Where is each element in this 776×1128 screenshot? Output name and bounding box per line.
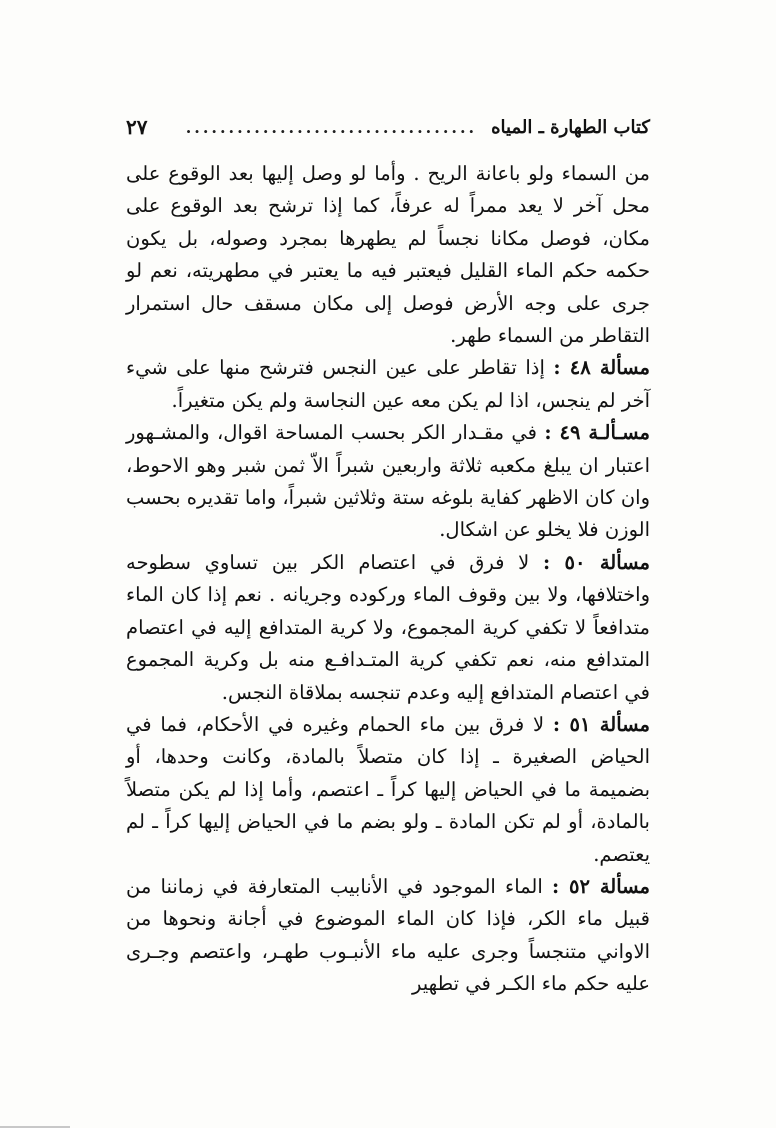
paragraph-masala-50 <box>126 547 650 709</box>
masala-heading: مسألة ٥٠ : <box>543 550 650 574</box>
paragraph-text: إذا تقاطر على عين النجس فترشح منها على شيء آخر لم ينجس، اذا لم يكن معه عين النجاسة ولم يكن متغيراً. <box>126 356 650 412</box>
paragraph-continuation <box>126 158 650 352</box>
paragraph-text: الماء الموجود في الأنابيب المتعارفة في زماننا من قبيل ماء الكر، فإذا كان الماء الموضوع في أجانة ونحوها من الاواني متنجساً وجرى عليه ماء الأنبـوب طهـر، واعتصم وجـرى عليه حكم ماء الكـر في تطهير <box>126 874 650 996</box>
paragraph-text: في مقـدار الكر بحسب المساحة اقوال، والمشـهور اعتبار ان يبلغ مكعبه ثلاثة واربعين شبراً الاّ ثمن شبر وهو الاحوط، وان كان الاظهر كفاية بلوغه ستة وثلاثين شبراً، واما تقديره بحسب الوزن فلا يخلو عن اشكال. <box>126 421 650 542</box>
running-header <box>126 112 650 142</box>
paragraph-text: لا فرق في اعتصام الكر بين تساوي سطوحه واختلافها، ولا بين وقوف الماء وركوده وجريانه . نعم إذا كان الماء متدافعاً لا تكفي كرية المجموع، ولا كرية المتدافع إليه في اعتصام المتدافع منه، نعم تكفي كرية المتـدافـع منه بل وكرية المجموع في اعتصام المتدافع إليه وعدم تنجسه بملاقاة النجس. <box>126 550 650 704</box>
paragraph-masala-51 <box>126 709 650 871</box>
paragraph-text: من السماء ولو باعانة الريح . وأما لو وصل إليها بعد الوقوع على محل آخر لا يعد ممراً له عرفاً، كما إذا ترشح بعد الوقوع على مكان، فوصل مكانا نجساً لم يطهرها بمجرد وصوله، بل يكون حكمه حكم الماء القليل فيعتبر فيه ما يعتبر في مطهريته، نعم لو جرى على وجه الأرض فوصل إلى مكان مسقف حال استمرار التقاطر من السماء طهر. <box>126 162 650 348</box>
page-body <box>126 158 650 1001</box>
masala-heading: مسألة ٥٢ : <box>552 874 650 898</box>
masala-heading: مسألة ٤٨ : <box>553 356 650 380</box>
header-leader-dots: .................................. <box>185 117 478 137</box>
paragraph-masala-48 <box>126 352 650 417</box>
paragraph-masala-49 <box>126 417 650 547</box>
page-number: ٢٧ <box>126 115 148 139</box>
paragraph-masala-52 <box>126 871 650 1001</box>
masala-heading: مسـألـة ٤٩ : <box>544 421 650 445</box>
header-title: كتاب الطهارة ـ المياه <box>491 116 650 138</box>
paragraph-text: لا فرق بين ماء الحمام وغيره في الأحكام، فما في الحياض الصغيرة ـ إذا كان متصلاً بالمادة، وكانت وحدها، أو بضميمة ما في الحياض إليها كراً ـ اعتصم، وأما إذا لم يكن متصلاً بالمادة، أو لم تكن المادة ـ ولو بضم ما في الحياض إليها كراً ـ لم يعتصم. <box>126 712 650 866</box>
masala-heading: مسألة ٥١ : <box>552 712 650 736</box>
